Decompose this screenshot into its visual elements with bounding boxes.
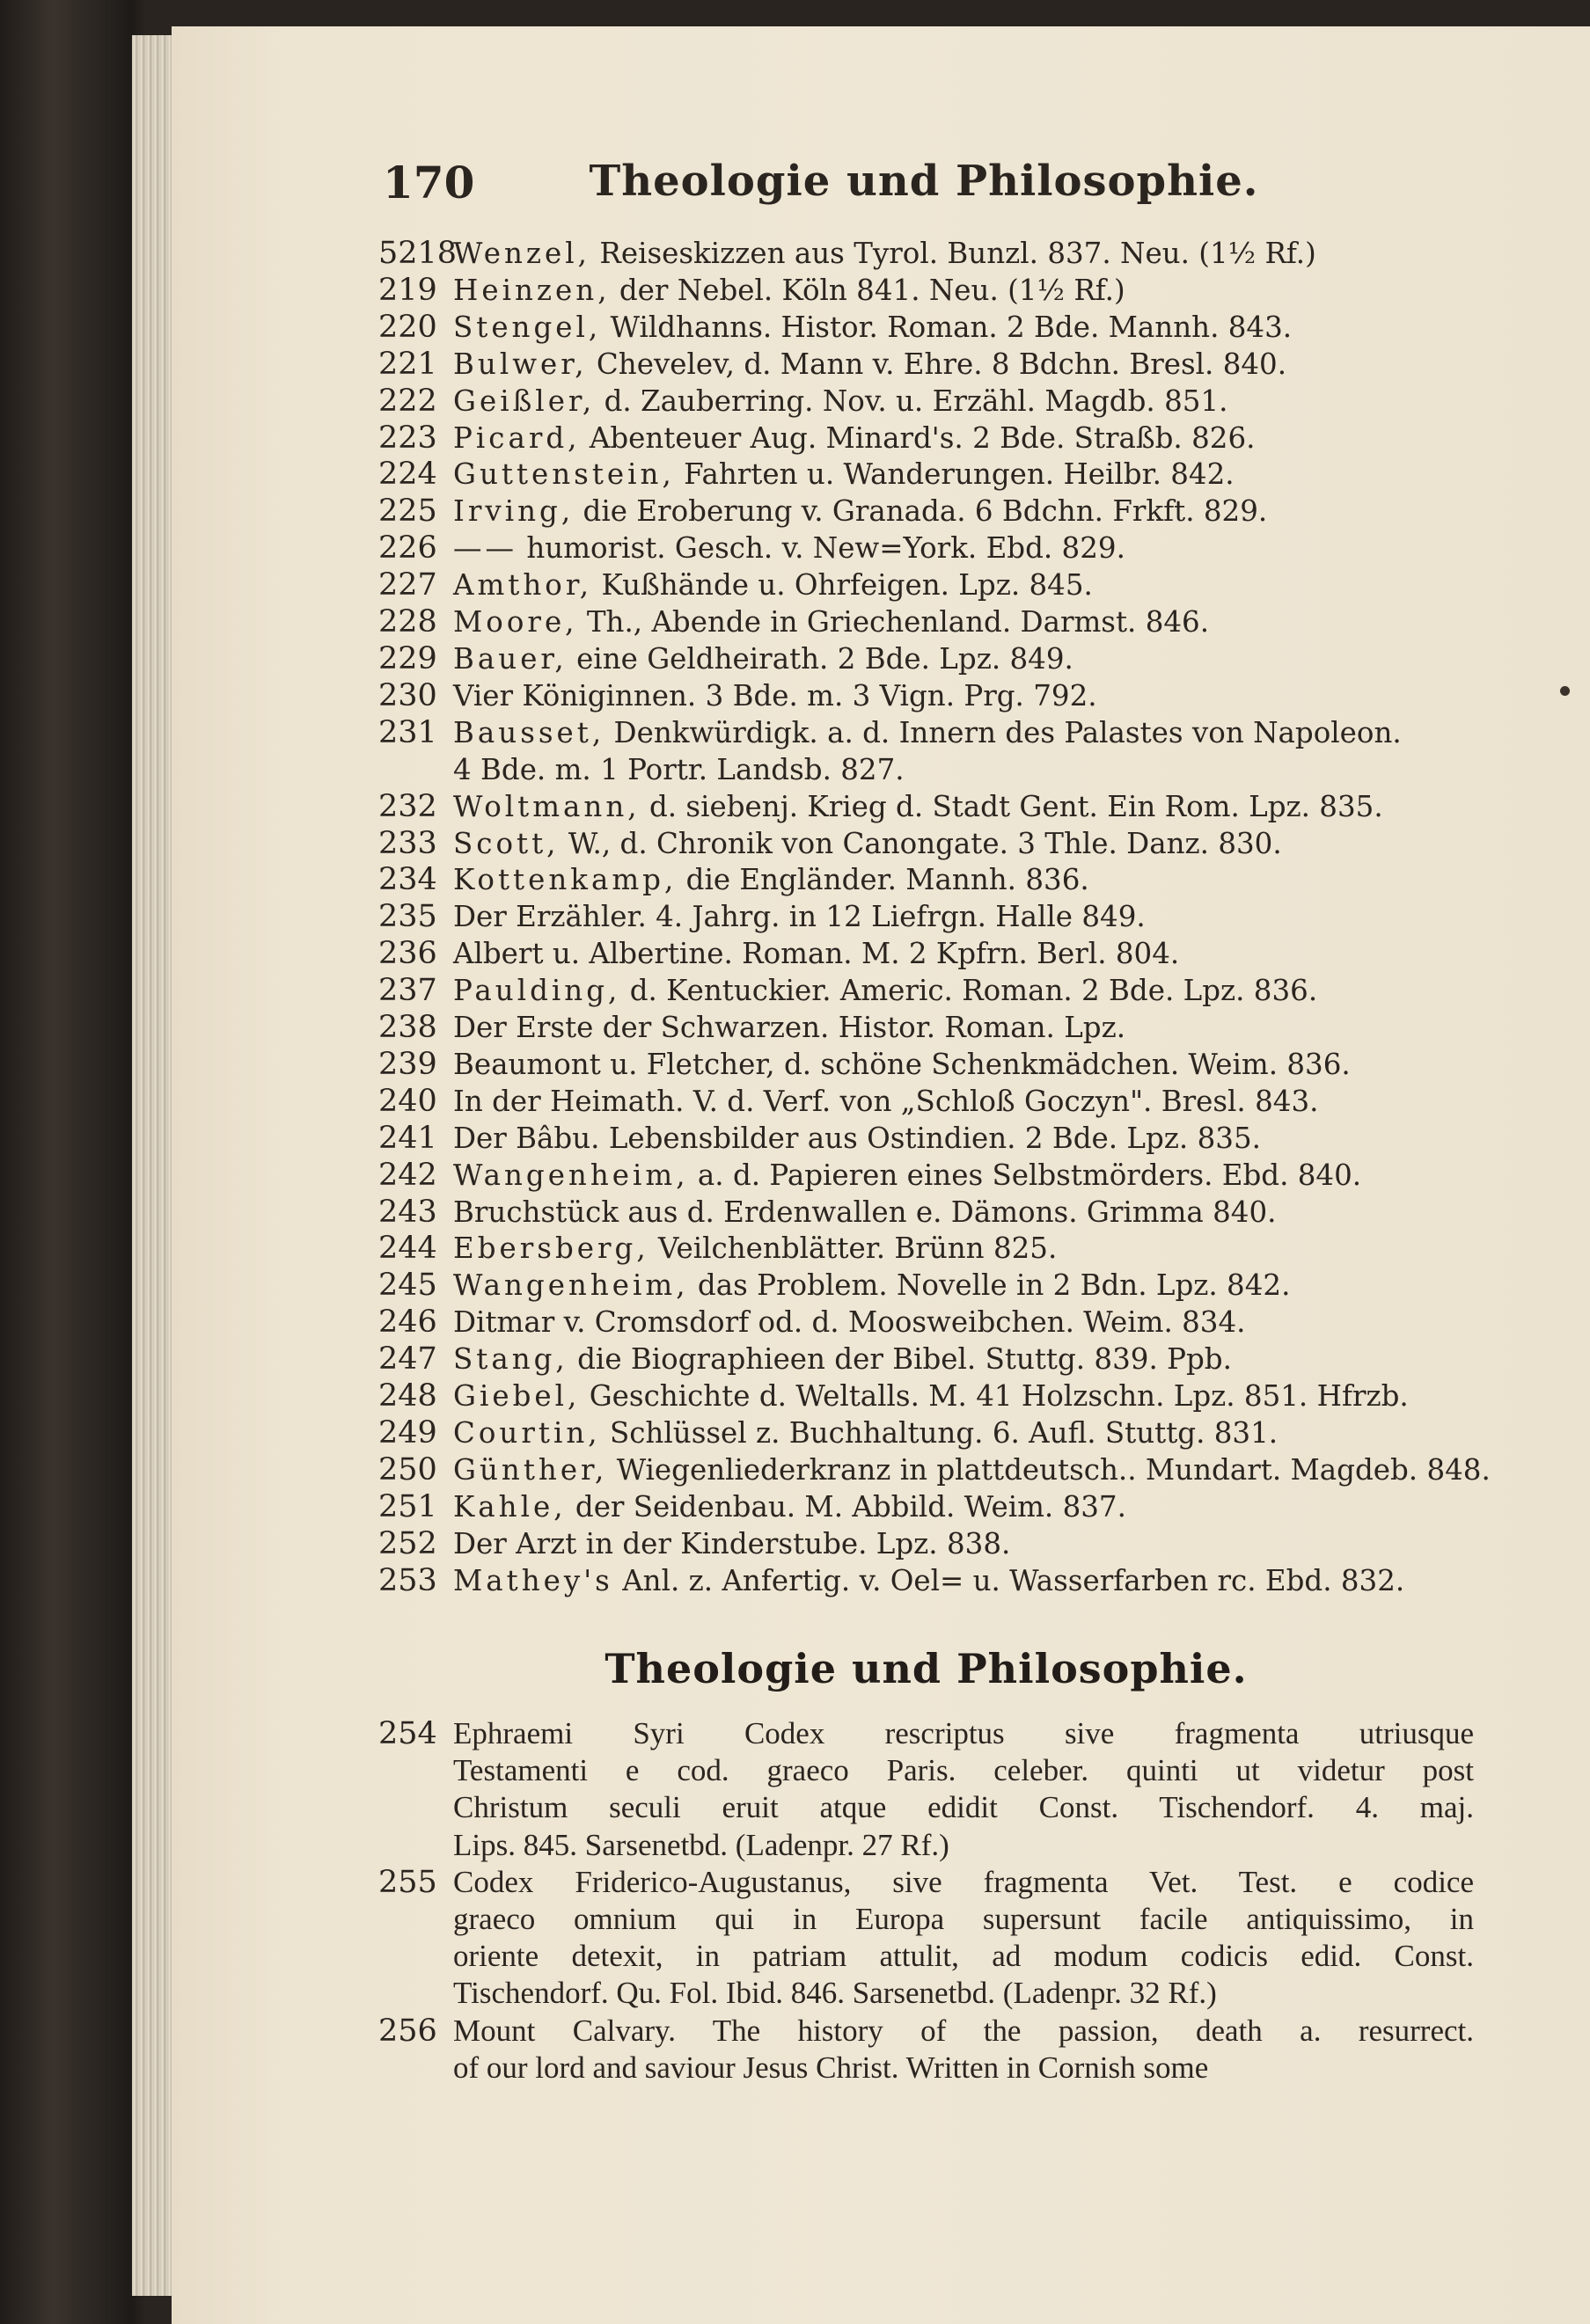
entry-author: Geißler, xyxy=(453,384,596,418)
entry-title: Reiseskizzen aus Tyrol. Bunzl. 837. Neu. (1½ Rf.) xyxy=(599,237,1316,270)
entry-text xyxy=(453,1010,1474,1047)
entry-number: 242 xyxy=(378,1157,437,1193)
entry-title: Th., Abende in Griechenland. Darmst. 846. xyxy=(586,605,1210,639)
entry-text xyxy=(453,567,1474,604)
entry-author: —— xyxy=(453,531,517,566)
entry-title: 4 Bde. m. 1 Portr. Landsb. 827. xyxy=(453,752,905,786)
entry-number: 239 xyxy=(378,1046,437,1082)
entry-author: Amthor, xyxy=(453,568,593,603)
entry-number: 5218 xyxy=(378,236,458,271)
entry-title: Der Arzt in der Kinderstube. Lpz. 838. xyxy=(453,1526,1011,1560)
entry-text xyxy=(453,493,1474,530)
entry-line: oriente detexit, in patriam attulit, ad modum codicis edid. Const. xyxy=(453,1939,1474,1974)
catalog-entry xyxy=(378,604,1474,641)
catalog-entry xyxy=(378,1378,1474,1415)
entry-line: Lips. 845. Sarsenetbd. (Ladenpr. 27 Rf.) xyxy=(453,1827,949,1862)
entry-number: 249 xyxy=(378,1415,437,1451)
entry-title: Anl. z. Anfertig. v. Oel= u. Wasserfarben rc. Ebd. 832. xyxy=(622,1563,1405,1597)
entry-title: Der Bâbu. Lebensbilder aus Ostindien. 2 Bde. Lpz. 835. xyxy=(453,1121,1261,1155)
catalog-entry xyxy=(378,1268,1474,1305)
entry-author: Irving, xyxy=(453,494,575,529)
entry-title: Der Erste der Schwarzen. Histor. Roman. Lpz. xyxy=(453,1011,1126,1045)
catalog-entry xyxy=(378,567,1474,604)
entry-number: 221 xyxy=(378,346,437,382)
entry-line: Testamenti e cod. graeco Paris. celeber. quinti ut videtur post xyxy=(453,1753,1474,1788)
entry-title: Wiegenliederkranz in plattdeutsch.. Mundart. Magdeb. 848. xyxy=(616,1452,1491,1487)
entry-author: Ebersberg, xyxy=(453,1231,649,1266)
entry-text xyxy=(453,826,1474,863)
entry-title: a. d. Papieren eines Selbstmörders. Ebd. 840. xyxy=(697,1158,1362,1192)
entry-number: 244 xyxy=(378,1231,437,1267)
page-number: 170 xyxy=(383,157,475,208)
catalog-entry xyxy=(378,936,1474,973)
catalog-entry xyxy=(378,973,1474,1010)
entry-text xyxy=(453,384,1474,420)
entry-text xyxy=(453,1305,1474,1341)
catalog-entry xyxy=(378,347,1474,384)
entry-text xyxy=(453,2013,1474,2086)
entry-title: Geschichte d. Weltalls. M. 41 Holzschn. Lpz. 851. Hfrzb. xyxy=(589,1379,1409,1414)
entry-text xyxy=(453,236,1474,273)
entry-text xyxy=(453,273,1474,310)
entry-number: 234 xyxy=(378,862,437,898)
entry-text xyxy=(453,789,1474,826)
catalog-entry xyxy=(378,1489,1474,1526)
entry-line: graeco omnium qui in Europa supersunt facile antiquissimo, in xyxy=(453,1902,1474,1937)
entry-text xyxy=(453,752,1474,789)
entry-author: Stang, xyxy=(453,1342,568,1377)
catalog-entry xyxy=(378,493,1474,530)
entry-number: 227 xyxy=(378,567,437,603)
catalog-entry xyxy=(378,1158,1474,1195)
entry-number: 233 xyxy=(378,825,437,861)
entry-author: Kottenkamp, xyxy=(453,863,678,897)
catalog-entry xyxy=(378,678,1474,715)
entry-author: Bulwer, xyxy=(453,347,588,381)
entry-title: Beaumont u. Fletcher, d. schöne Schenkmädchen. Weim. 836. xyxy=(453,1047,1351,1081)
entry-title: die Eroberung v. Granada. 6 Bdchn. Frkft. 829. xyxy=(583,494,1268,529)
latin-catalog-list xyxy=(378,1715,1474,2086)
entry-number: 220 xyxy=(378,309,437,345)
entry-text xyxy=(453,899,1474,936)
catalog-entry xyxy=(378,530,1474,567)
entry-text xyxy=(453,715,1474,752)
catalog-entry xyxy=(378,236,1474,273)
catalog-entry xyxy=(378,715,1474,752)
entry-number: 226 xyxy=(378,530,437,566)
catalog-entry xyxy=(378,310,1474,347)
entry-line: Mount Calvary. The history of the passion, death a. resurrect. xyxy=(453,2013,1474,2048)
entry-author: Paulding, xyxy=(453,974,621,1008)
catalog-entry xyxy=(378,641,1474,678)
entry-text xyxy=(453,1864,1474,2013)
entry-author: Picard, xyxy=(453,420,581,455)
entry-line: Christum seculi eruit atque edidit Const. Tischendorf. 4. maj. xyxy=(453,1790,1474,1825)
entry-author: Heinzen, xyxy=(453,273,611,307)
entry-title: die Biographieen der Bibel. Stuttg. 839. Ppb. xyxy=(577,1342,1232,1377)
entry-number: 246 xyxy=(378,1305,437,1341)
catalog-entry xyxy=(378,826,1474,863)
ink-spot xyxy=(1560,686,1570,696)
catalog-entry xyxy=(378,1047,1474,1084)
entry-text xyxy=(453,1047,1474,1084)
entry-number: 229 xyxy=(378,640,437,676)
entry-author: Giebel, xyxy=(453,1379,581,1414)
entry-text xyxy=(453,1231,1474,1268)
entry-number: 245 xyxy=(378,1268,437,1304)
entry-number: 248 xyxy=(378,1378,437,1414)
entry-author: Scott, xyxy=(453,826,560,860)
entry-number: 222 xyxy=(378,383,437,419)
entry-title: Der Erzähler. 4. Jahrg. in 12 Liefrgn. Halle 849. xyxy=(453,900,1146,934)
entry-author: Woltmann, xyxy=(453,789,641,823)
catalog-entry xyxy=(378,384,1474,420)
entry-author: Wangenheim, xyxy=(453,1158,689,1192)
entry-number: 247 xyxy=(378,1341,437,1378)
entry-number: 241 xyxy=(378,1120,437,1156)
catalog-entry xyxy=(378,752,1474,789)
entry-number: 255 xyxy=(378,1864,437,1900)
entry-author: Courtin, xyxy=(453,1416,601,1450)
entry-author: Wenzel, xyxy=(453,237,591,270)
catalog-list xyxy=(378,236,1491,1600)
entry-text xyxy=(453,1158,1474,1195)
entry-text xyxy=(453,420,1474,457)
entry-title: Wildhanns. Histor. Roman. 2 Bde. Mannh. 843. xyxy=(610,310,1293,344)
entry-title: Abenteuer Aug. Minard's. 2 Bde. Straßb. 826. xyxy=(589,420,1256,455)
catalog-entry xyxy=(378,1305,1474,1341)
entry-title: Schlüssel z. Buchhaltung. 6. Aufl. Stuttg. 831. xyxy=(609,1416,1279,1450)
catalog-entry xyxy=(378,1715,1474,1864)
entry-title: das Problem. Novelle in 2 Bdn. Lpz. 842. xyxy=(697,1268,1291,1303)
catalog-entry xyxy=(378,1341,1474,1378)
entry-number: 237 xyxy=(378,973,437,1009)
entry-title: In der Heimath. V. d. Verf. von „Schloß Goczyn". Bresl. 843. xyxy=(453,1084,1319,1118)
entry-number: 254 xyxy=(378,1716,437,1751)
catalog-entry xyxy=(378,1010,1474,1047)
catalog-entry xyxy=(378,2013,1474,2086)
entry-text xyxy=(453,641,1474,678)
entry-author: Günther, xyxy=(453,1452,608,1487)
entry-author: Moore, xyxy=(453,605,578,639)
page-edge xyxy=(132,35,172,2296)
entry-title: Ditmar v. Cromsdorf od. d. Moosweibchen. Weim. 834. xyxy=(453,1305,1246,1340)
catalog-entry xyxy=(378,1084,1474,1121)
entry-text xyxy=(453,1489,1474,1526)
catalog-entry xyxy=(378,1415,1474,1452)
entry-text xyxy=(453,457,1474,493)
entry-author: Mathey's xyxy=(453,1563,613,1597)
catalog-entry xyxy=(378,789,1474,826)
entry-number: 236 xyxy=(378,936,437,972)
catalog-entry xyxy=(378,1451,1491,1489)
entry-text xyxy=(453,1526,1474,1563)
entry-author: Bauer, xyxy=(453,641,568,676)
entry-title: Bruchstück aus d. Erdenwallen e. Dämons. Grimma 840. xyxy=(453,1195,1277,1229)
entry-text xyxy=(453,530,1474,567)
running-title: Theologie und Philosophie. xyxy=(589,157,1259,206)
entry-title: Albert u. Albertine. Roman. M. 2 Kpfrn. Berl. 804. xyxy=(453,937,1180,971)
entry-author: Guttenstein, xyxy=(453,457,675,492)
catalog-entry xyxy=(378,1231,1474,1268)
entry-text xyxy=(453,604,1474,641)
entry-title: d. Kentuckier. Americ. Roman. 2 Bde. Lpz. 836. xyxy=(629,974,1318,1008)
entry-text xyxy=(453,1084,1474,1121)
entry-title: Chevelev, d. Mann v. Ehre. 8 Bdchn. Bresl. 840. xyxy=(596,347,1287,381)
entry-number: 224 xyxy=(378,457,437,493)
entry-line: Ephraemi Syri Codex rescriptus sive fragmenta utriusque xyxy=(453,1716,1474,1750)
catalog-entry xyxy=(378,273,1474,310)
catalog-entry xyxy=(378,1121,1474,1158)
entry-line: of our lord and saviour Jesus Christ. Written in Cornish some xyxy=(453,2050,1209,2085)
entry-number: 240 xyxy=(378,1083,437,1119)
entry-author: Wangenheim, xyxy=(453,1268,689,1303)
entry-text xyxy=(453,310,1474,347)
entry-title: Vier Königinnen. 3 Bde. m. 3 Vign. Prg. 792. xyxy=(453,678,1097,713)
catalog-entry xyxy=(378,420,1474,457)
entry-text xyxy=(453,347,1474,384)
entry-text xyxy=(453,1563,1474,1600)
entry-number: 232 xyxy=(378,788,437,824)
entry-title: d. Zauberring. Nov. u. Erzähl. Magdb. 851. xyxy=(604,384,1228,418)
entry-line: Tischendorf. Qu. Fol. Ibid. 846. Sarsenetbd. (Ladenpr. 32 Rf.) xyxy=(453,1976,1217,2011)
entry-title: Fahrten u. Wanderungen. Heilbr. 842. xyxy=(684,457,1235,492)
entry-title: W., d. Chronik von Canongate. 3 Thle. Danz. 830. xyxy=(568,826,1282,860)
entry-number xyxy=(378,752,453,789)
entry-number: 253 xyxy=(378,1562,437,1598)
entry-title: der Nebel. Köln 841. Neu. (1½ Rf.) xyxy=(619,273,1125,307)
entry-number: 251 xyxy=(378,1488,437,1524)
entry-text xyxy=(453,862,1474,899)
entry-title: der Seidenbau. M. Abbild. Weim. 837. xyxy=(575,1489,1126,1524)
entry-title: Veilchenblätter. Brünn 825. xyxy=(658,1231,1058,1266)
entry-number: 243 xyxy=(378,1194,437,1230)
entry-number: 225 xyxy=(378,493,437,530)
running-header xyxy=(383,157,1465,218)
entry-title: Denkwürdigk. a. d. Innern des Palastes von Napoleon. xyxy=(613,715,1402,749)
entry-text xyxy=(453,1452,1491,1489)
entry-number: 256 xyxy=(378,2013,437,2049)
entry-title: die Engländer. Mannh. 836. xyxy=(685,863,1089,897)
catalog-entry xyxy=(378,1864,1474,2013)
entry-author: Stengel, xyxy=(453,310,602,344)
entry-title: eine Geldheirath. 2 Bde. Lpz. 849. xyxy=(576,641,1073,676)
entry-text xyxy=(453,1378,1474,1415)
entry-text xyxy=(453,936,1474,973)
entry-number: 230 xyxy=(378,677,437,713)
entry-text xyxy=(453,1195,1474,1231)
entry-number: 223 xyxy=(378,420,437,456)
entry-text xyxy=(453,1715,1474,1864)
entry-text xyxy=(453,1268,1474,1305)
entry-number: 238 xyxy=(378,1010,437,1046)
entry-author: Kahle, xyxy=(453,1489,567,1524)
catalog-entry xyxy=(378,1195,1474,1231)
entry-title: humorist. Gesch. v. New=York. Ebd. 829. xyxy=(526,531,1125,566)
entry-author: Bausset, xyxy=(453,715,605,749)
catalog-entry xyxy=(378,899,1474,936)
catalog-entry xyxy=(378,457,1474,493)
catalog-entry xyxy=(378,862,1474,899)
entry-text xyxy=(453,678,1474,715)
entry-number: 219 xyxy=(378,272,437,308)
entry-text xyxy=(453,1121,1474,1158)
entry-line: Codex Friderico-Augustanus, sive fragmenta Vet. Test. e codice xyxy=(453,1864,1474,1899)
entry-number: 235 xyxy=(378,899,437,935)
entry-number: 228 xyxy=(378,604,437,640)
entry-title: d. siebenj. Krieg d. Stadt Gent. Ein Rom. Lpz. 835. xyxy=(648,789,1383,823)
entry-text xyxy=(453,1415,1474,1452)
entry-text xyxy=(453,973,1474,1010)
entry-number: 231 xyxy=(378,714,437,750)
section-heading: Theologie und Philosophie. xyxy=(604,1645,1248,1692)
catalog-entry xyxy=(378,1526,1474,1563)
catalog-entry xyxy=(378,1563,1474,1600)
entry-number: 250 xyxy=(378,1451,437,1487)
entry-number: 252 xyxy=(378,1525,437,1561)
entry-text xyxy=(453,1341,1474,1378)
entry-title: Kußhände u. Ohrfeigen. Lpz. 845. xyxy=(601,568,1093,603)
